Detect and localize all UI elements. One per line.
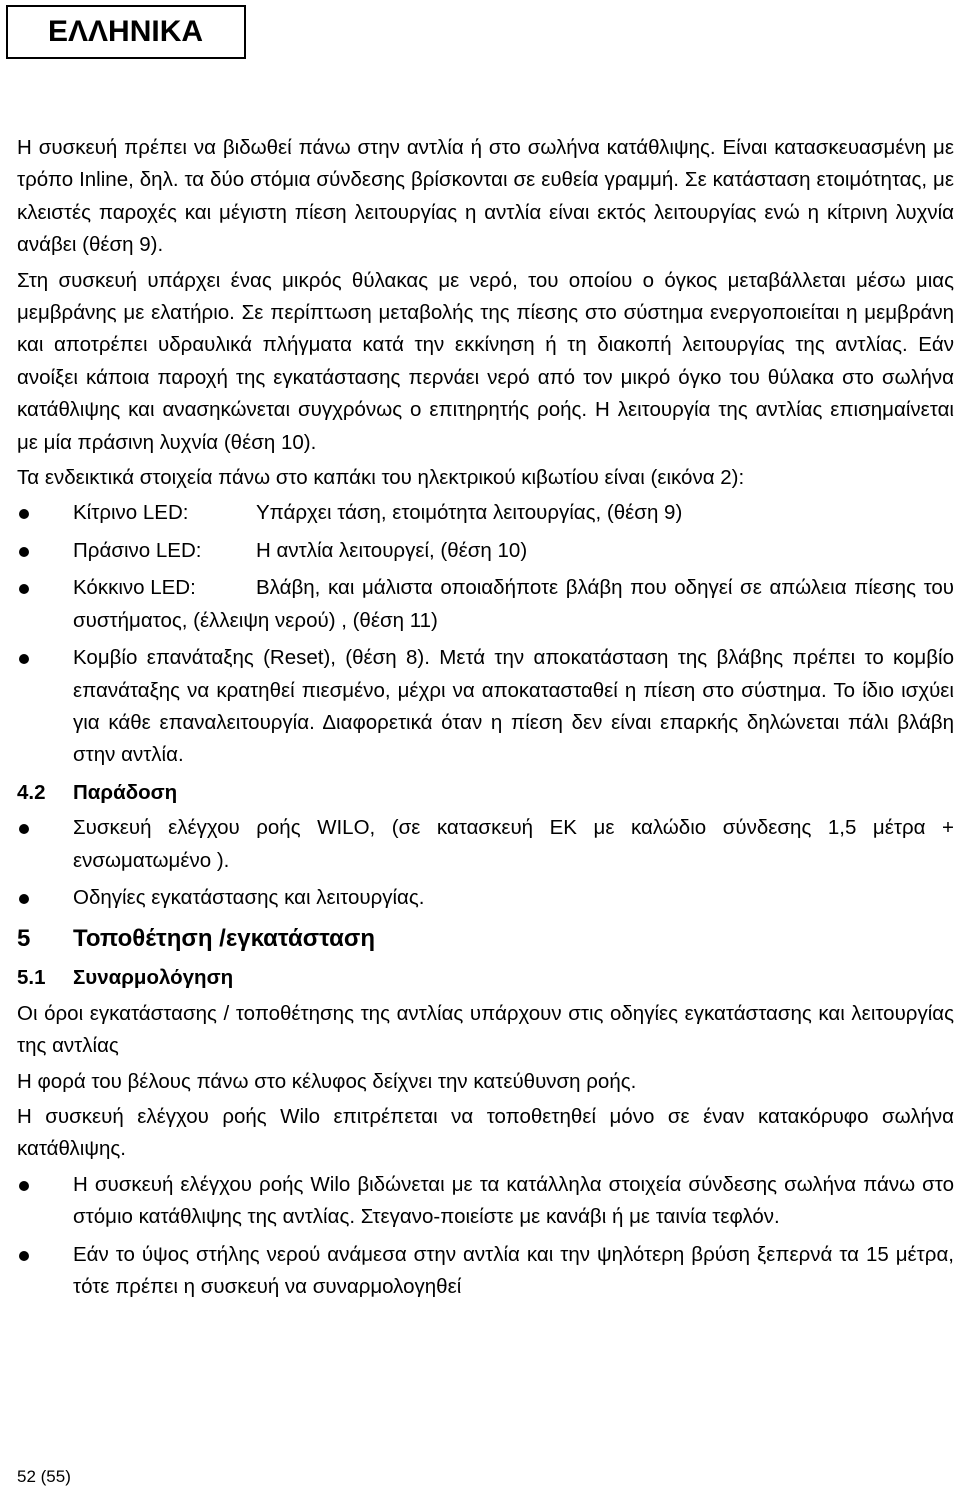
paragraph-vertical-pipe: Η συσκευή ελέγχου ροής Wilo επιτρέπεται να τοποθετηθεί μόνο σε έναν κατακόρυφο σωλήνα κατάθλιψης. — [17, 1104, 954, 1161]
delivery-list — [17, 812, 954, 914]
list-item-text: Συσκευή ελέγχου ροής WILO, (σε κατασκευή ΕΚ με καλώδιο σύνδεσης 1,5 μέτρα + ενσωματωμένο ). — [73, 816, 954, 872]
bullet-icon — [19, 584, 29, 594]
section-heading-4-2 — [17, 777, 954, 809]
section-title: Παράδοση — [73, 780, 178, 804]
page-number: 52 (55) — [17, 1467, 71, 1486]
bullet-icon — [19, 509, 29, 519]
indicator-text: Η αντλία λειτουργεί, (θέση 10) — [256, 538, 528, 562]
mounting-list — [17, 1169, 954, 1304]
bullet-icon — [19, 894, 29, 904]
list-item — [17, 812, 954, 877]
section-number: 5 — [17, 925, 31, 953]
section-title: Συναρμολόγηση — [73, 966, 234, 990]
list-item-reset-button — [17, 642, 954, 772]
bullet-icon — [19, 1181, 29, 1191]
bullet-icon — [19, 654, 29, 664]
page-content — [17, 132, 954, 1308]
section-title: Τοποθέτηση /εγκατάσταση — [73, 925, 375, 953]
section-number: 4.2 — [17, 780, 46, 804]
list-item — [17, 1169, 954, 1234]
indicator-name: Κίτρινο LED: — [73, 501, 189, 525]
indicator-text: Κομβίο επανάταξης (Reset), (θέση 8). Μετά την αποκατάσταση της βλάβης πρέπει το κομβίο επανάταξης να κρατηθεί πιεσμένο, μέχρι να αποκατασταθεί η πίεση στο σύστημα. Το ίδιο ισχύει για κάθε επαναλειτουργία. Διαφορετικά όταν η πίεση δεν είναι επαρκής δηλώνεται πάλι βλάβη στην αντλία. — [73, 646, 954, 767]
bullet-icon — [19, 547, 29, 557]
language-label-box — [6, 5, 246, 59]
list-item-text: Οδηγίες εγκατάστασης και λειτουργίας. — [73, 885, 425, 909]
section-number: 5.1 — [17, 966, 46, 990]
paragraph-arrow-direction: Η φορά του βέλους πάνω στο κέλυφος δείχνει την κατεύθυνση ροής. — [17, 1069, 637, 1093]
paragraph-intro: Η συσκευή πρέπει να βιδωθεί πάνω στην αντλία ή στο σωλήνα κατάθλιψης. Είναι κατασκευασμένη με τρόπο Inline, δηλ. τα δύο στόμια σύνδεσης βρίσκονται σε ευθεία γραμμή. Σε κατάσταση ετοιμότητας, με κλειστές παροχές και μέγιστη πίεση λειτουργίας η αντλία είναι εκτός λειτουργίας ενώ η κίτρινη λυχνία ανάβει (θέση 9). — [17, 136, 954, 257]
indicator-name: Κόκκινο LED: — [73, 576, 196, 600]
indicator-text: Υπάρχει τάση, ετοιμότητα λειτουργίας, (θέση 9) — [256, 501, 683, 525]
list-item-text: Η συσκευή ελέγχου ροής Wilo βιδώνεται με τα κατάλληλα στοιχεία σύνδεσης σωλήνα πάνω στο στόμιο κατάθλιψης της αντλίας. Στεγανο-ποιείστε με κανάβι ή με ταινία τεφλόν. — [73, 1172, 954, 1229]
list-item-yellow-led — [17, 497, 954, 529]
indicator-name: Πράσινο LED: — [73, 538, 202, 562]
language-label: ΕΛΛΗΝΙΚΑ — [48, 15, 204, 48]
indicator-text: Βλάβη, και μάλιστα οποιαδήποτε βλάβη που οδηγεί σε απώλεια πίεσης του συστήματος, (έλλειψη νερού) , (θέση 11) — [73, 576, 954, 632]
indicator-list — [17, 497, 954, 771]
paragraph-indicators-intro: Τα ενδεικτικά στοιχεία πάνω στο καπάκι του ηλεκτρικού κιβωτίου είναι (εικόνα 2): — [17, 466, 745, 490]
list-item-red-led — [17, 572, 954, 637]
section-heading-5-1 — [17, 962, 954, 994]
bullet-icon — [19, 824, 29, 834]
section-heading-5 — [17, 919, 954, 959]
bullet-icon — [19, 1251, 29, 1261]
list-item-green-led — [17, 535, 954, 567]
paragraph-installation-terms: Οι όροι εγκατάστασης / τοποθέτησης της αντλίας υπάρχουν στις οδηγίες εγκατάστασης και λειτουργίας της αντλίας — [17, 1001, 954, 1058]
paragraph-membrane: Στη συσκευή υπάρχει ένας μικρός θύλακας με νερό, του οποίου ο όγκος μεταβάλλεται μέσω μιας μεμβράνης με ελατήριο. Σε περίπτωση μεταβολής της πίεσης στο σύστημα ενεργοποιείται η μεμβράνη και αποτρέπει υδραυλικά πλήγματα κατά την εκκίνηση ή τη διακοπή λειτουργίας της αντλίας. Εάν ανοίξει κάποια παροχή της εγκατάστασης περνάει νερό από τον μικρό όγκο του θύλακα στο σωλήνα κατάθλιψης και ανασηκώνεται συγχρόνως ο επιτηρητής ροής. Η λειτουργία της αντλίας επισημαίνεται με μία πράσινη λυχνία (θέση 10). — [17, 268, 954, 454]
list-item — [17, 1239, 954, 1304]
list-item — [17, 882, 954, 914]
list-item-text: Εάν το ύψος στήλης νερού ανάμεσα στην αντλία και την ψηλότερη βρύση ξεπερνά τα 15 μέτρα, τότε πρέπει η συσκευή να συναρμολογηθεί — [73, 1242, 954, 1298]
